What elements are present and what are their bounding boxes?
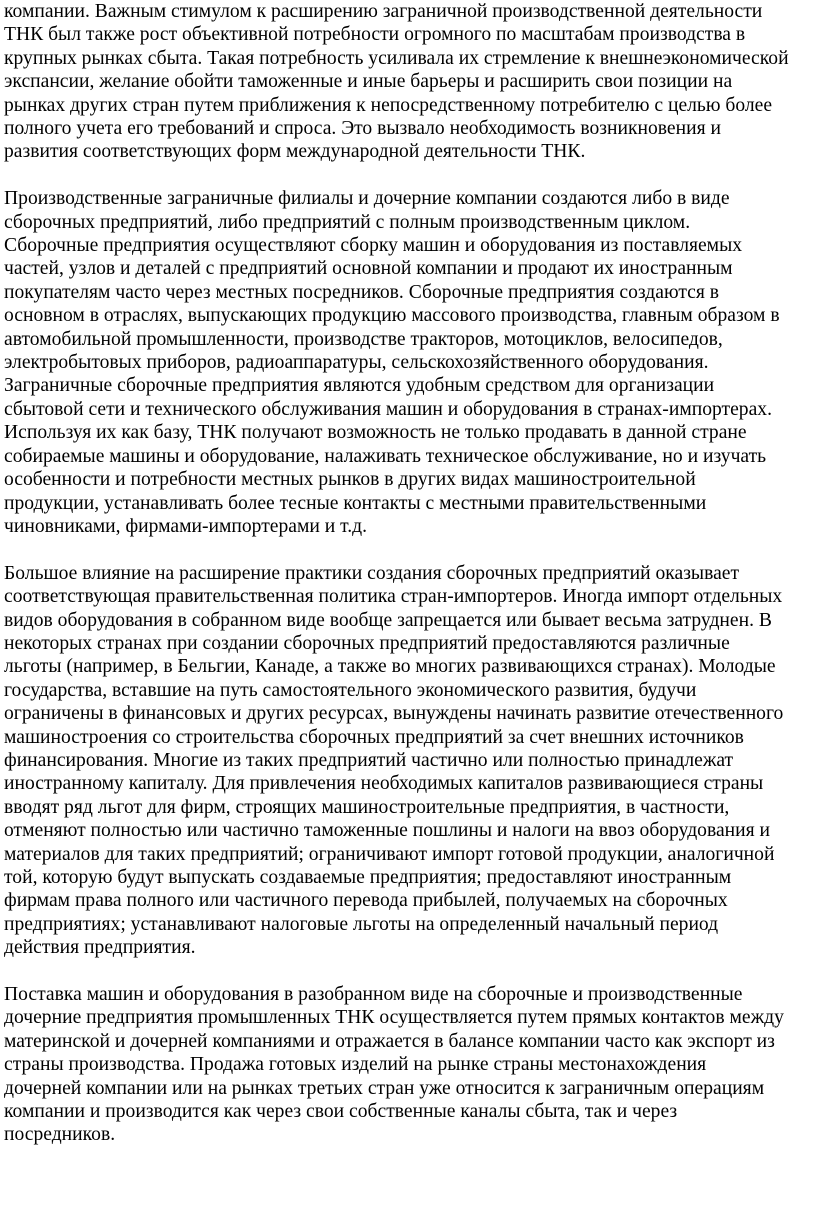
text-line: материалов для таких предприятий; ограничивают импорт готовой продукции, аналогичной [4,843,775,865]
text-line: развития соответствующих форм международной деятельности ТНК. [4,141,586,163]
text-line: крупных рынках сбыта. Такая потребность усиливала их стремление к внешнеэкономической [4,47,789,69]
text-line: действия предприятия. [4,937,196,959]
text-line: льготы (например, в Бельгии, Канаде, а также во многих развивающихся странах). Молодые [4,656,776,678]
paragraph-3 [4,562,812,960]
document-page [4,0,812,1170]
paragraph-1 [4,0,812,164]
text-line: покупателям часто через местных посредников. Сборочные предприятия создаются в [4,281,719,303]
text-line: той, которую будут выпускать создаваемые предприятия; предоставляют иностранным [4,867,732,888]
text-line: рынках других стран путем приближения к непосредственному потребителю с целью более [4,94,773,116]
text-line: Заграничные сборочные предприятия являются удобным средством для организации [4,375,715,397]
text-line: сбытовой сети и технического обслуживания машин и оборудования в странах-импортерах. [4,398,772,420]
text-line: государства, вставшие на путь самостоятельного экономического развития, будучи [4,679,697,701]
text-line: ограничены в финансовых и других ресурсах, вынуждены начинать развитие отечественного [4,703,784,725]
text-line: финансирования. Многие из таких предприятий частично или полностью принадлежат [4,749,734,771]
text-line: фирмам права полного или частичного перевода прибылей, получаемых на сборочных [4,890,728,912]
text-line: компании. Важным стимулом к расширению заграничной производственной деятельности [4,1,763,22]
text-line: иностранному капиталу. Для привлечения необходимых капиталов развивающиеся страны [4,773,764,795]
text-line: Используя их как базу, ТНК получают возможность не только продавать в данной стране [4,422,747,444]
text-line: некоторых странах при создании сборочных предприятий предоставляются различные [4,632,730,654]
text-line: чиновниками, фирмами-импортерами и т.д. [4,515,367,537]
text-line: Сборочные предприятия осуществляют сборку машин и оборудования из поставляемых [4,235,743,257]
text-line: предприятиях; устанавливают налоговые льготы на определенный начальный период [4,913,719,935]
text-line: машиностроения со строительства сборочных предприятий за счет внешних источников [4,726,744,748]
text-line: основном в отраслях, выпускающих продукцию массового производства, главным образом в [4,305,780,327]
text-line: полного учета его требований и спроса. Это вызвало необходимость возникновения и [4,118,721,140]
text-line: ТНК был также рост объективной потребности огромного по масштабам производства в [4,24,746,46]
text-line: отменяют полностью или частично таможенные пошлины и налоги на ввоз оборудования и [4,820,771,842]
text-line: частей, узлов и деталей с предприятий основной компании и продают их иностранным [4,258,733,280]
text-line: дочерние предприятия промышленных ТНК осуществляется путем прямых контактов между [4,1007,784,1029]
text-line: материнской и дочерней компаниями и отражается в балансе компании часто как экспорт из [4,1030,775,1052]
text-line: Большое влияние на расширение практики создания сборочных предприятий оказывает [4,562,740,584]
text-line: собираемые машины и оборудование, налаживать техническое обслуживание, но и изучать [4,445,767,467]
text-line: компании и производится как через свои собственные каналы сбыта, так и через [4,1101,678,1123]
text-line: сборочных предприятий, либо предприятий с полным производственным циклом. [4,211,691,233]
paragraph-4 [4,983,812,1147]
text-line: экспансии, желание обойти таможенные и иные барьеры и расширить свои позиции на [4,71,733,93]
text-line: Поставка машин и оборудования в разобранном виде на сборочные и производственные [4,984,743,1006]
text-line: электробытовых приборов, радиоаппаратуры, сельскохозяйственного оборудования. [4,352,709,374]
text-line: особенности и потребности местных рынков в других видах машиностроительной [4,469,696,491]
text-line: продукции, устанавливать более тесные контакты с местными правительственными [4,492,707,514]
text-line: видов оборудования в собранном виде вообще запрещается или бывает весьма затруднен. В [4,609,772,631]
text-line: дочерней компании или на рынках третьих стран уже относится к заграничным операциям [4,1077,765,1099]
text-line: автомобильной промышленности, производстве тракторов, мотоциклов, велосипедов, [4,328,723,350]
paragraph-2 [4,187,812,538]
text-line: вводят ряд льгот для фирм, строящих машиностроительные предприятия, в частности, [4,796,730,818]
text-line: страны производства. Продажа готовых изделий на рынке страны местонахождения [4,1054,707,1076]
text-line: Производственные заграничные филиалы и дочерние компании создаются либо в виде [4,188,730,210]
text-line: посредников. [4,1124,116,1146]
text-line: соответствующая правительственная политика стран-импортеров. Иногда импорт отдельных [4,586,783,608]
